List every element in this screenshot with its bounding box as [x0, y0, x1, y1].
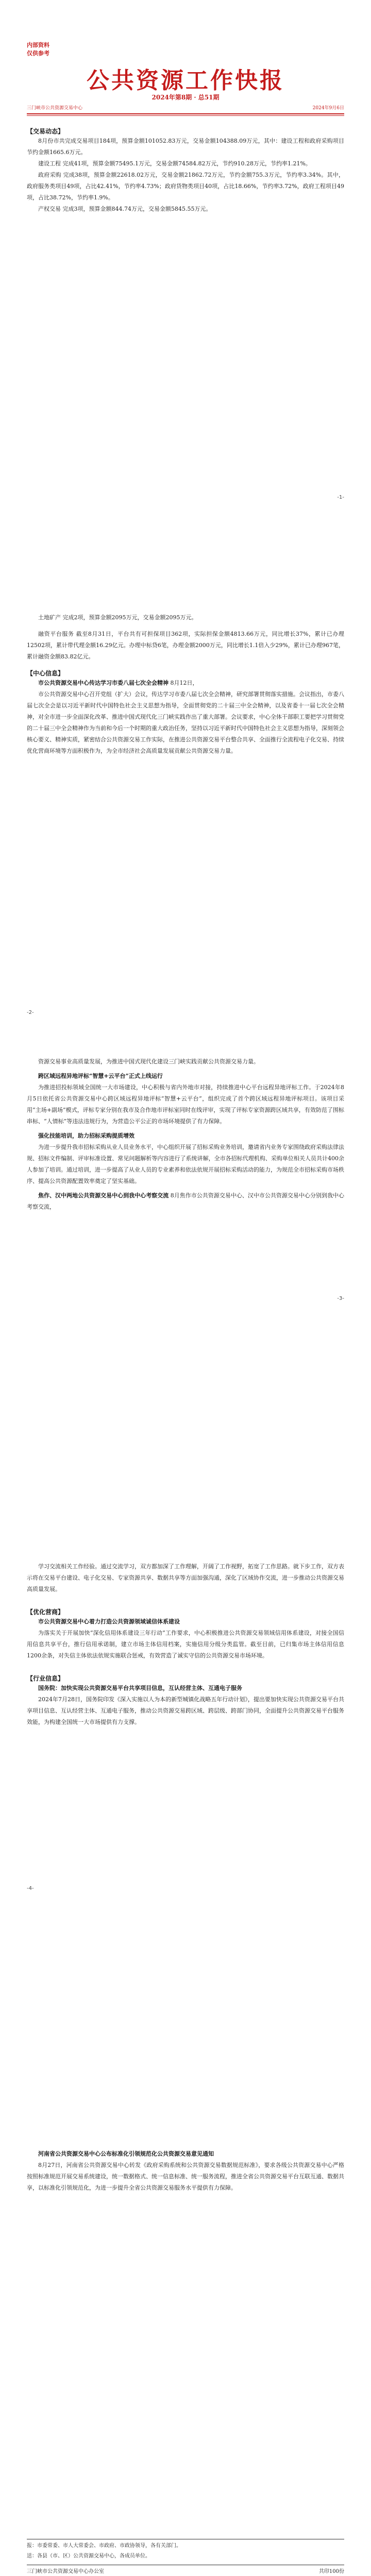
header-labels	[27, 41, 49, 58]
page-4	[0, 1556, 371, 2071]
paragraph: 为进一步提升我市招标采购从业人员业务水平，中心组织开展了招标采购业务培训，邀请省内业务专家围绕政府采购法律法规、招标文件编制、评审标准设置、常见问题解析等内容进行了系统讲解，全市各招标代理机构、采购单位相关人员共计400余人参加了培训。通过培训，进一步提高了从业人员的专业素养和依法依规开展招标采购活动的能力，为规范全市招标采购市场秩序、提高公共资源配置效率奠定了坚实基础。	[27, 1144, 344, 1184]
paragraph: 为落实关于开展加快“深化信用体系建设三年行动”工作要求，中心积极推进公共资源交易领域信用体系建设，对接全国信用信息共享平台，推行信用承诺制，建立市场主体信用档案，实施信用分级分类监管。截至目前，已归集市场主体信用信息1200余条，对失信主体依法依规实施联合惩戒，有效营造了诚实守信的公共资源交易市场环境。	[27, 1630, 344, 1659]
page3-body	[27, 1056, 344, 1213]
page-5	[0, 2092, 371, 2576]
subsection-title	[27, 1616, 344, 1628]
subsection-title-henan: 河南省公共资源交易中心公布标准化引领规范化公共资源交易意见通知	[38, 2150, 214, 2157]
paragraph: 8月27日，河南省公共资源交易中心转发《政府采购系统和公共资源交易数据规范标准》，要求各级公共资源交易中心严格按照标准规范开展交易系统建设，统一数据格式、统一信息标准、统一服务流程，推进全省公共资源交易平台互联互通、数据共享，以标准化引领规范化，为进一步提升全省公共资源交易服务水平提供有力保障。	[27, 2162, 344, 2191]
section-title-industry: 【行业信息】	[27, 1675, 64, 1682]
paragraph: 2024年7月28日，国务院印发《深入实施以人为本的新型城镇化战略五年行动计划》，提出要加快实现公共资源交易平台共享项目信息、互认经营主体、互通电子服务，推动公共资源交易跨区域、跨层级、跨部门协同，全面提升公共资源交易平台服务效能，为构建全国统一大市场提供有力支撑。	[27, 1696, 344, 1725]
subsection-title: 市公共资源交易中心传达学习市委八届七次全会精神	[38, 680, 168, 686]
subsection-title-training: 强化技能培训，助力招标采购提质增效	[38, 1132, 134, 1139]
paragraph: 市公共资源交易中心召开党组（扩大）会议，传达学习市委八届七次全会精神，研究部署贯彻落实措施。会议指出，市委八届七次全会是以习近平新时代中国特色社会主义思想为指导，全面贯彻党的二十届三中全会精神，以及省委十一届七次全会精神，对全市进一步全面深化改革、推进中国式现代化三门峡实践作出了重大部署。会议要求，中心全体干部职工要把学习贯彻党的二十届三中全会精神作为当前和今后一个时期的重大政治任务，坚持以习近平新时代中国特色社会主义思想为指导，深刻领会核心要义、精神实质，紧密结合公共资源交易工作实际，在推进公共资源交易平台整合共享、全面推行全流程电子化交易、持续优化营商环境等方面积极作为，为全市经济社会高质量发展贡献公共资源交易力量。	[27, 691, 344, 754]
subsection-title-remote-eval: 跨区域远程异地评标“智慧+云平台”正式上线运行	[38, 1073, 163, 1079]
page-number: -3-	[337, 1296, 344, 1301]
header-rule-thin	[27, 115, 344, 116]
subsection-title	[27, 1130, 344, 1142]
page-number: -1-	[337, 495, 344, 500]
footer-distribution	[27, 2541, 344, 2562]
paragraph: 产权交易 完成3项，预算金额844.74万元，交易金额5845.55万元。	[38, 206, 212, 212]
paragraph: 建设工程 完成41项，预算金额75495.1万元，交易金额74584.82万元，节约910.28万元，节约率1.21%。	[38, 160, 311, 167]
paragraph: 土地矿产 完成2项，预算金额2095万元，交易金额2095万元。	[38, 614, 197, 621]
page-2	[0, 515, 371, 1030]
subsection-title-state-council: 国务院：加快实现公共资源交易平台共享项目信息，互认经营主体、互通电子服务	[38, 1685, 242, 1691]
publish-date: 2024年9月6日	[312, 106, 344, 111]
subsection-date: 8月12日，	[170, 680, 198, 686]
footer-org-row	[27, 2567, 344, 2574]
publisher: 三门峡市公共资源交易中心	[27, 106, 83, 111]
paragraph: 资源交易事业高质量发展，为推进中国式现代化建设三门峡实践贡献公共资源交易力量。	[38, 1058, 259, 1065]
page-number: -4-	[27, 1886, 34, 1891]
subsection-paragraph	[27, 677, 344, 689]
subsection-title	[27, 2148, 344, 2160]
paragraph: 为推进招投标领域全国统一大市场建设，中心积极与省内外地市对接，持续推进中心平台远程异地评标工作。于2024年8月5日依托省公共资源交易中心跨区域远程异地评标“智慧+云平台”，组织完成了首个跨区域远程异地评标项目。该项目采用“主场+副场”模式，评标专家分别在我市及合作地市评标室同时在线评审，实现了评标专家资源跨区域共享，有效防范了围标串标、“人情标”等违法违规行为，为营造公平公正的市场环境提供了有力保障。	[27, 1084, 344, 1125]
paragraph: 融资平台服务 截至8月31日，平台共有可担保项目362项，实际担保金额4813.66万元，同比增长37%，累计已办理12502项，累计带代理金额16.29亿元。办理中标贷6笔，办理金额2000万元，同比增长1.1倍入少29%，累计已办理967笔，累计融资金额83.82亿元。	[27, 631, 344, 660]
footer-copy: 送：各县（市、区）公共资源交易中心，各成员单位。	[27, 2553, 150, 2559]
paragraph: 学习交流相关工作经验。通过交流学习，双方都加深了工作理解，开阔了工作视野，拓宽了工作思路。就下步工作，双方表示将在交易平台建设、电子化交易、专家资源共享、数据共享等方面加强沟通，深化了区域协作交流，进一步推动公共资源交易高质量发展。	[27, 1563, 344, 1592]
page4-body	[27, 1561, 344, 1728]
footer-count: 共印100份	[318, 2569, 344, 2574]
section-title-business-env: 【优化营商】	[27, 1608, 64, 1616]
paragraph: 政府采购 完成38项，预算金额22618.02万元，交易金额21862.72万元，节约金额755.3万元，节约率3.34%。其中，政府服务类项目49项，占比42.41%，节约率4.73%；政府货物类项目40项，占比18.66%，节约率3.72%，政府工程项目49项，占比38.72%，节约率1.9%。	[27, 172, 344, 201]
masthead-title: 公共资源工作快报	[87, 67, 284, 94]
page2-body	[27, 612, 344, 757]
meta-row	[27, 104, 344, 111]
paragraph: 8月份市共完成交易项目184项，预算金额101052.83万元，交易金额104388.09万元，其中：建设工程和政府采购项目节约金额1665.6万元。	[27, 138, 344, 156]
reference-label: 仅供参考	[27, 50, 49, 57]
page-1	[0, 0, 371, 515]
section-title-center-info: 【中心信息】	[27, 670, 64, 677]
subsection-title	[27, 1071, 344, 1082]
subsection-paragraph	[27, 1190, 344, 1213]
page5-body	[27, 2148, 344, 2194]
page-3	[0, 1036, 371, 1551]
header-rule	[27, 113, 344, 114]
internal-label: 内部资料	[27, 42, 49, 48]
subsection-title-credit: 市公共资源交易中心着力打造公共资源领域诚信体系建设	[38, 1618, 180, 1625]
footer-org: 三门峡市公共资源交易中心办公室	[27, 2569, 104, 2574]
issue-number: 2024年第8期 · 总51期	[151, 94, 220, 101]
subsection-title-visit: 焦作、汉中两地公共资源交易中心到我中心考察交流	[38, 1192, 169, 1199]
subsection-date: 8月焦作市公共资源交易中心、汉中市公共资源交易中心分别到我中心考察交流，	[27, 1192, 345, 1210]
subsection-title	[27, 1683, 344, 1694]
page-number: -2-	[27, 1010, 34, 1015]
footer-send: 报：市委常委、市人大常委会、市政府、市政协领导，各有关部门。	[27, 2543, 181, 2549]
page1-body	[27, 127, 344, 215]
section-title-trading: 【交易动态】	[27, 128, 64, 135]
